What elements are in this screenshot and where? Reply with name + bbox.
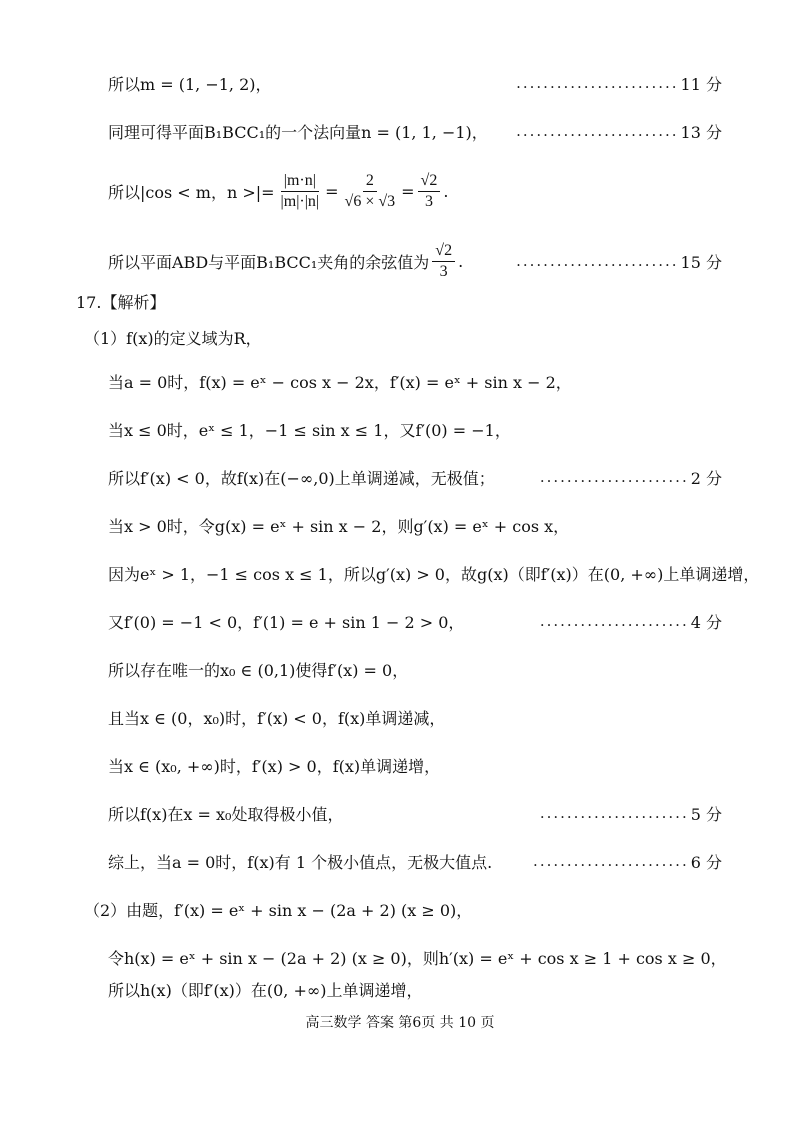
section-heading — [0, 284, 800, 318]
fraction-numerator: |m·n| — [281, 171, 319, 192]
fraction-denominator: √6 × √3 — [344, 192, 396, 210]
points-label: 11 分 — [680, 74, 722, 94]
points-label: 5 分 — [690, 804, 722, 824]
fraction — [432, 241, 455, 282]
fraction-numerator: 2 — [363, 171, 377, 192]
line-text: 当x ∈ (x₀, +∞)时，f′(x) > 0，f(x)单调递增， — [108, 756, 441, 776]
line-text: 当x ≤ 0时，eˣ ≤ 1，−1 ≤ sin x ≤ 1，又f′(0) = −1， — [108, 420, 511, 440]
line-text: 因为eˣ > 1，−1 ≤ cos x ≤ 1，所以g′(x) > 0，故g(x)（即f′(x)）在(0, +∞)上单调递增， — [108, 564, 760, 584]
line-text: 所以m = (1, −1, 2)， — [108, 74, 272, 94]
fraction — [278, 171, 323, 212]
line-h-derivative — [0, 940, 800, 974]
equals-sign: = — [325, 181, 339, 201]
points-label: 4 分 — [690, 612, 722, 632]
line-text: 所以存在唯一的x₀ ∈ (0,1)使得f′(x) = 0， — [108, 660, 409, 680]
points-label: 13 分 — [680, 122, 722, 142]
fraction-numerator: √2 — [418, 171, 441, 192]
formula: 所以|cos < m，n >|= $\frac{|m\cdot n|}{|m|\cdot|n|}$ = $\frac{2}{√6 \times √3}$ = $\frac{√2}{3}$ . — [108, 171, 449, 210]
score — [516, 72, 722, 95]
line-summary — [0, 844, 800, 878]
score — [516, 250, 722, 273]
leader-dots: ........................ — [516, 122, 679, 140]
line-text: 令h(x) = eˣ + sin x − (2a + 2) (x ≥ 0)，则h′(x) = eˣ + cos x ≥ 1 + cos x ≥ 0， — [108, 948, 727, 968]
score — [540, 466, 722, 489]
line-text: （2）由题，f′(x) = eˣ + sin x − (2a + 2) (x ≥ 0)， — [84, 900, 473, 920]
fraction-denominator: 3 — [439, 262, 448, 280]
line-vector-m — [0, 66, 800, 100]
score — [540, 610, 722, 633]
part-1-header — [0, 320, 800, 354]
line-case-nonpositive — [0, 412, 800, 446]
leader-dots: ........................ — [516, 74, 679, 92]
score — [533, 850, 722, 873]
fraction-numerator: √2 — [432, 241, 455, 262]
line-right-interval — [0, 748, 800, 782]
line-cosine-result — [0, 236, 800, 286]
line-text: 又f′(0) = −1 < 0，f′(1) = e + sin 1 − 2 > 0， — [108, 612, 465, 632]
points-label: 6 分 — [690, 852, 722, 872]
line-left-interval — [0, 700, 800, 734]
line-increasing — [0, 556, 800, 590]
line-unique-zero — [0, 652, 800, 686]
leader-dots: ...................... — [539, 468, 689, 486]
points-label: 2 分 — [690, 468, 722, 488]
line-h-increasing — [0, 972, 800, 1006]
fraction — [342, 171, 399, 212]
line-text: 所以f(x)在x = x₀处取得极小值， — [108, 804, 344, 824]
line-text: 且当x ∈ (0，x₀)时，f′(x) < 0，f(x)单调递减， — [108, 708, 446, 728]
line-derivative — [0, 364, 800, 398]
line-text: 所以h(x)（即f′(x)）在(0, +∞)上单调递增， — [108, 980, 423, 1000]
line-text: （1）f(x)的定义域为R， — [84, 328, 262, 348]
line-text: 所以f′(x) < 0，故f(x)在(−∞,0)上单调递减，无极值； — [108, 468, 495, 488]
leader-dots: ....................... — [533, 852, 689, 870]
leader-dots: ...................... — [539, 804, 689, 822]
leader-dots: ...................... — [539, 612, 689, 630]
line-sign-check — [0, 604, 800, 638]
line-cosine-formula — [0, 166, 800, 216]
section-title: 17.【解析】 — [76, 292, 166, 312]
formula-prefix: 所以|cos < m，n >|= — [108, 182, 275, 202]
line-text: 所以平面ABD与平面B₁BCC₁夹角的余弦值为 — [108, 252, 430, 272]
line-normal-vector-n — [0, 114, 800, 148]
fraction-denominator: 3 — [424, 192, 433, 210]
page-footer: 高三数学 答案 第6页 共 10 页 — [305, 1015, 495, 1031]
equals-sign: = — [401, 181, 415, 201]
score — [516, 120, 722, 143]
leader-dots: ........................ — [516, 252, 679, 270]
line-text: 当a = 0时，f(x) = eˣ − cos x − 2x，f′(x) = eˣ + sin x − 2， — [108, 372, 572, 392]
line-case-positive — [0, 508, 800, 542]
line-minimum — [0, 796, 800, 830]
line-text: 综上，当a = 0时，f(x)有 1 个极小值点，无极大值点. — [108, 852, 493, 872]
line-decreasing — [0, 460, 800, 494]
part-2-header — [0, 892, 800, 926]
formula: 所以平面ABD与平面B₁BCC₁夹角的余弦值为 $\frac{√2}{3}$ . — [108, 241, 464, 280]
points-label: 15 分 — [680, 252, 722, 272]
line-text: 当x > 0时，令g(x) = eˣ + sin x − 2，则g′(x) = eˣ + cos x， — [108, 516, 570, 536]
line-text: 同理可得平面B₁BCC₁的一个法向量n = (1, 1, −1)， — [108, 122, 488, 142]
fraction — [418, 171, 441, 212]
fraction-denominator: |m|·|n| — [280, 192, 320, 210]
score — [540, 802, 722, 825]
